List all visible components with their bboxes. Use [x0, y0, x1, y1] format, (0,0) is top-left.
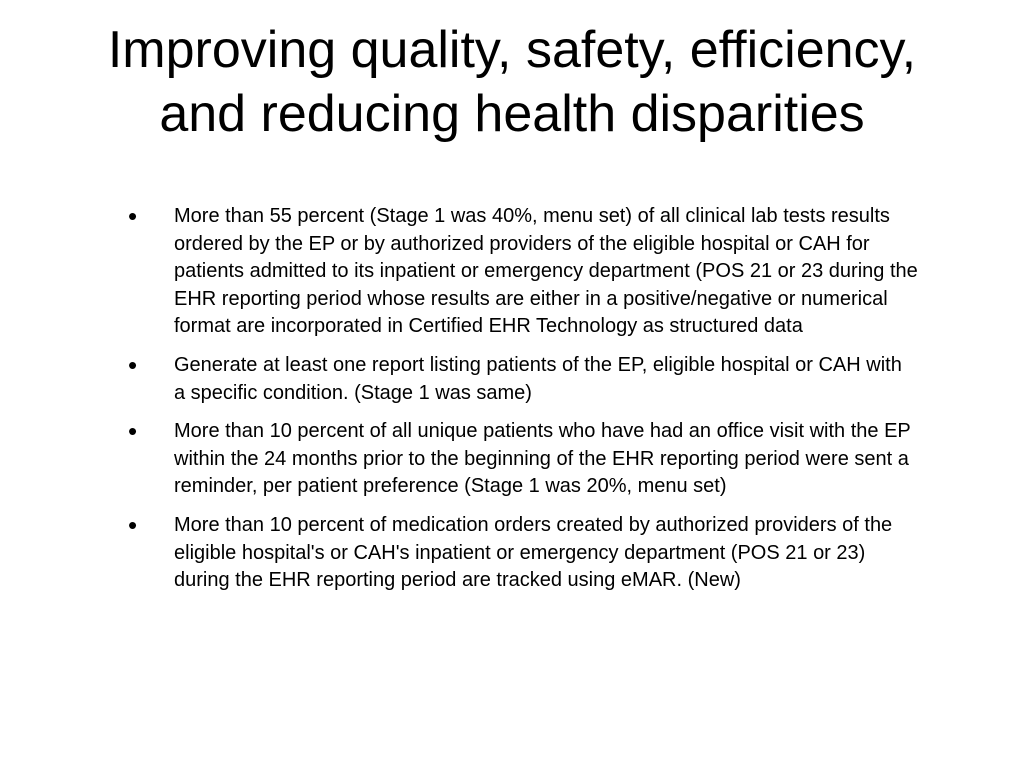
bullet-icon: •	[128, 509, 138, 540]
list-item	[128, 203, 918, 341]
bullet-text: More than 55 percent (Stage 1 was 40%, menu set) of all clinical lab tests results ordered by the EP or by authorized providers of the eligible hospital or CAH for patients admitted to its inpatient or emergency department (POS 21 or 23 during the EHR reporting period whose results are either in a positive/negative or numerical format are incorporated in Certified EHR Technology as structured data	[174, 205, 918, 338]
list-item	[128, 418, 918, 501]
bullet-icon: •	[128, 349, 138, 380]
bullet-text: More than 10 percent of all unique patients who have had an office visit with the EP within the 24 months prior to the beginning of the EHR reporting period were sent a reminder, per patient preference (Stage 1 was 20%, menu set)	[174, 420, 911, 498]
bullet-icon: •	[128, 416, 138, 447]
slide-title: Improving quality, safety, efficiency, and reducing health disparities	[107, 21, 917, 143]
bullet-list	[128, 203, 918, 606]
list-item	[128, 349, 918, 407]
bullet-text: Generate at least one report listing patients of the EP, eligible hospital or CAH with a specific condition. (Stage 1 was same)	[174, 353, 902, 404]
bullet-text: More than 10 percent of medication orders created by authorized providers of the eligible hospital's or CAH's inpatient or emergency department (POS 21 or 23) during the EHR reporting period are tracked using eMAR. (New)	[174, 513, 893, 592]
list-item	[128, 509, 918, 595]
bullet-icon: •	[128, 201, 138, 231]
